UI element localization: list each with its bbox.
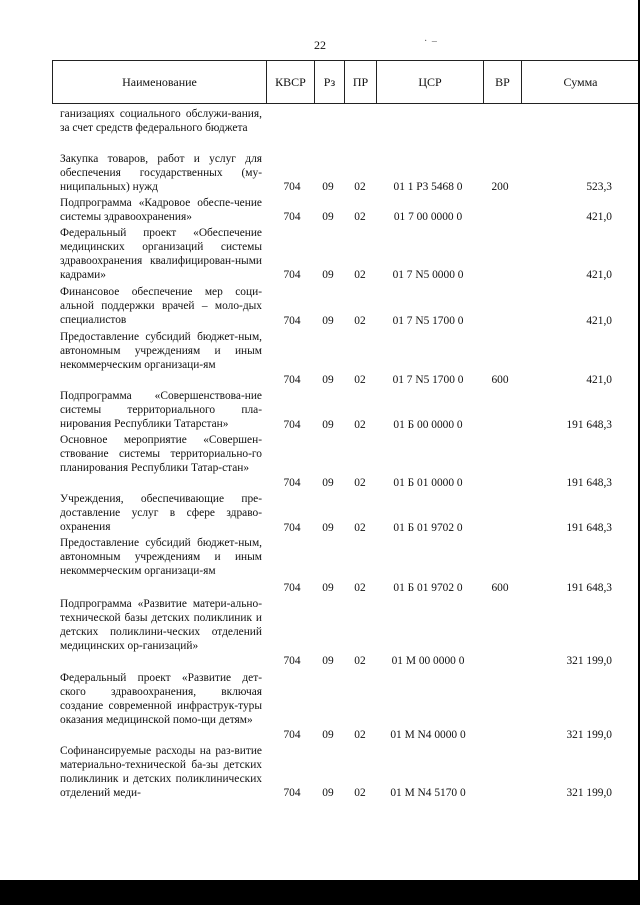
row-sum: 421,0 xyxy=(586,315,612,327)
row-sum: 191 648,3 xyxy=(566,477,612,489)
row-csr: 01 Б 01 9702 0 xyxy=(393,522,463,534)
row-name: Учреждения, обеспечивающие пре-доставление услуг в сфере здраво-охранения xyxy=(60,493,262,533)
row-kvsr: 704 xyxy=(283,315,301,327)
row-pr: 02 xyxy=(354,269,366,281)
row-rz: 09 xyxy=(322,729,334,741)
row-rz: 09 xyxy=(322,787,334,799)
scan-bottom-bar xyxy=(0,880,640,905)
row-pr: 02 xyxy=(354,655,366,667)
row-pr: 02 xyxy=(354,181,366,193)
row-pr: 02 xyxy=(354,582,366,594)
row-sum: 421,0 xyxy=(586,374,612,386)
header-name: Наименование xyxy=(122,74,197,89)
row-pr: 02 xyxy=(354,211,366,223)
row-pr: 02 xyxy=(354,522,366,534)
row-kvsr: 704 xyxy=(283,729,301,741)
row-rz: 09 xyxy=(322,315,334,327)
row-csr: 01 M N4 0000 0 xyxy=(390,729,466,741)
row-kvsr: 704 xyxy=(283,582,301,594)
row-kvsr: 704 xyxy=(283,374,301,386)
row-sum: 321 199,0 xyxy=(566,655,612,667)
row-sum: 523,3 xyxy=(586,181,612,193)
header-vr: ВР xyxy=(483,61,521,103)
row-sum: 421,0 xyxy=(586,269,612,281)
row-pr: 02 xyxy=(354,787,366,799)
row-vr: 200 xyxy=(491,181,509,193)
row-csr: 01 7 N5 1700 0 xyxy=(392,315,464,327)
row-csr: 01 M 00 0000 0 xyxy=(391,655,465,667)
row-name: Федеральный проект «Развитие дет-ского здравоохранения, включая создание современной инфраструк-туры оказания медицинской помо-щи детям» xyxy=(60,672,262,726)
row-name: Федеральный проект «Обеспечение медицинских организаций системы здравоохранения квалифицирован-ными кадрами» xyxy=(60,227,262,281)
scan-mark: · – xyxy=(424,36,438,47)
row-csr: 01 1 P3 5468 0 xyxy=(393,181,463,193)
row-kvsr: 704 xyxy=(283,522,301,534)
row-csr: 01 Б 01 9702 0 xyxy=(393,582,463,594)
row-csr: 01 M N4 5170 0 xyxy=(390,787,466,799)
row-csr: 01 7 00 0000 0 xyxy=(393,211,463,223)
row-rz: 09 xyxy=(322,522,334,534)
row-name: Подпрограмма «Кадровое обеспе-чение системы здравоохранения» xyxy=(60,197,262,223)
header-sum: Сумма xyxy=(521,61,639,103)
row-csr: 01 7 N5 0000 0 xyxy=(392,269,464,281)
row-rz: 09 xyxy=(322,477,334,489)
row-pr: 02 xyxy=(354,419,366,431)
page-number: 22 xyxy=(314,38,326,52)
row-rz: 09 xyxy=(322,269,334,281)
row-name: Предоставление субсидий бюджет-ным, автономным учреждениям и иным некоммерческим организаци-ям xyxy=(60,537,262,577)
row-csr: 01 7 N5 1700 0 xyxy=(392,374,464,386)
row-name: Подпрограмма «Развитие матери-ально-технической базы детских поликлиник и детских поликлини-ческих отделений медицинских ор-ганизаций» xyxy=(60,598,262,652)
row-kvsr: 704 xyxy=(283,655,301,667)
header-rz: Рз xyxy=(314,61,344,103)
row-sum: 321 199,0 xyxy=(566,729,612,741)
header-csr: ЦСР xyxy=(376,61,483,103)
row-kvsr: 704 xyxy=(283,787,301,799)
row-sum: 421,0 xyxy=(586,211,612,223)
row-sum: 191 648,3 xyxy=(566,582,612,594)
row-kvsr: 704 xyxy=(283,211,301,223)
row-name: Подпрограмма «Совершенствова-ние системы территориального пла-нирования Республики Татарстан» xyxy=(60,390,262,430)
row-kvsr: 704 xyxy=(283,181,301,193)
header-pr: ПР xyxy=(344,61,376,103)
row-kvsr: 704 xyxy=(283,477,301,489)
row-name: Закупка товаров, работ и услуг для обеспечения государственных (му-ниципальных) нужд xyxy=(60,153,262,193)
row-kvsr: 704 xyxy=(283,419,301,431)
row-rz: 09 xyxy=(322,419,334,431)
row-rz: 09 xyxy=(322,374,334,386)
row-sum: 191 648,3 xyxy=(566,522,612,534)
row-pr: 02 xyxy=(354,315,366,327)
row-kvsr: 704 xyxy=(283,269,301,281)
header-kvsr: КВСР xyxy=(266,61,314,103)
table-header xyxy=(52,60,638,104)
row-sum: 191 648,3 xyxy=(566,419,612,431)
row-vr: 600 xyxy=(491,374,509,386)
row-name: Основное мероприятие «Совершен-ствование системы территориально-го планирования Республики Татар-стан» xyxy=(60,434,262,474)
row-pr: 02 xyxy=(354,729,366,741)
row-rz: 09 xyxy=(322,181,334,193)
row-csr: 01 Б 00 0000 0 xyxy=(393,419,463,431)
row-vr: 600 xyxy=(491,582,509,594)
row-name: Софинансируемые расходы на раз-витие материально-технической ба-зы детских поликлиник и детских поликлинических отделений меди- xyxy=(60,745,262,799)
row-sum: 321 199,0 xyxy=(566,787,612,799)
row-pr: 02 xyxy=(354,477,366,489)
row-csr: 01 Б 01 0000 0 xyxy=(393,477,463,489)
row-rz: 09 xyxy=(322,582,334,594)
row-rz: 09 xyxy=(322,655,334,667)
row-name: ганизациях социального обслужи-вания, за счет средств федерального бюджета xyxy=(60,108,262,134)
row-rz: 09 xyxy=(322,211,334,223)
row-name: Финансовое обеспечение мер соци-альной поддержки врачей – моло-дых специалистов xyxy=(60,286,262,326)
row-name: Предоставление субсидий бюджет-ным, автономным учреждениям и иным некоммерческим организаци-ям xyxy=(60,331,262,371)
row-pr: 02 xyxy=(354,374,366,386)
